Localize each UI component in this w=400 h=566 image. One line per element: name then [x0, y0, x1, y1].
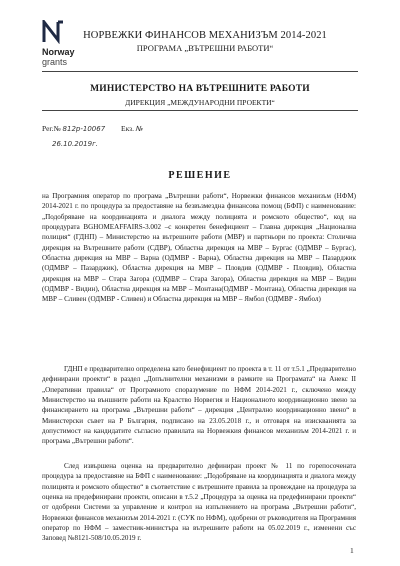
- header-directorate: ДИРЕКЦИЯ „МЕЖДУНАРОДНИ ПРОЕКТИ“: [125, 98, 275, 107]
- paragraph-beneficiary: ГДНП е предварително определена като бенефициент по проекта в т. 11 от т.5.1 „Предварително дефинирани проекти“ в раздел „Допълнителни механизми в рамките на Програмата“ на Анекс II „Оперативни правила“ от Програмното споразумение по НФМ 2014-2021 г., сключено между Министерство на външните работи на Кралство Норвегия и Националното координационно звено за финансирането на програма „Вътрешни работи“ – дирекция „Централно координационно звено“ в Министерски съвет на Р България, подписано на 23.05.2018 г., и отговаря на изискванията за допустимост на кандидатите съгласно правилата на Норвежкия финансов механизъм 2014-2021 г. и програма „Вътрешни работи“.: [42, 365, 356, 446]
- registration-line: [42, 124, 143, 133]
- registration-date: 26.10.2019г.: [52, 140, 98, 148]
- header-program: ПРОГРАМА „ВЪТРЕШНИ РАБОТИ“: [136, 43, 274, 53]
- header-mechanism: НОРВЕЖКИ ФИНАНСОВ МЕХАНИЗЪМ 2014-2021: [83, 30, 327, 41]
- copies-value: №: [135, 125, 144, 133]
- paragraph-evaluation: След извършена оценка на предварително дефиниран проект № 11 по горепосочената процедура за предоставяне на БФП с наименование: „Подобряване на координацията и диалога между полицията и ромското общество“ в съответствие с вътрешните правила за провеждане на процедура за оценка на предефинирани проекти, описани в т.5.2 „Процедура за оценка на предефинирани проекти“ от одобрени Системи за управление и контрол на изпълнението на програма „Вътрешни работи“, Норвежки финансов механизъм 2014-2021 г. (СУК по НФМ), одобрени от ръководителя на Програмния оператор по НФМ – заместник-министъра на вътрешните работи на 05.02.2019 г., изменени със Заповед №8121-508/10.05.2019 г.: [42, 462, 356, 543]
- logo-text-grants: grants: [42, 57, 68, 67]
- header-ministry: МИНИСТЕРСТВО НА ВЪТРЕШНИТЕ РАБОТИ: [90, 84, 310, 94]
- registration-label: Рег.№: [42, 124, 61, 133]
- paragraph-intro: на Програмния оператор по програма „Вътрешни работи“, Норвежки финансов механизъм (НФМ) 2014-2021 г. по процедура за предоставяне на безвъзмездна финансова помощ (БФП) с наименование: „Подобряване на координацията и диалога между полицията и ромското общество“, код на процедурата BGHOMEAFFAIRS-3.002 –с конкретен бенефициент – Главна дирекция „Национална полиция“ (ГДНП) – Министерство на вътрешните работи (МВР) и партньори по проекта: Столична дирекция на Вътрешните работи (СДВР), Областна дирекция на МВР – Бургас (ОДМВР – Бургас), Областна дирекция на МВР – Варна (ОДМВР - Варна), Областна дирекция на МВР – Пазарджик (ОДМВР – Пазарджик), Областна дирекция на МВР – Пловдив (ОДМВР - Пловдив), Областна дирекция на МВР – Стара Загора (ОДМВР – Стара Загора), Областна дирекция на МВР – Видин (ОДМВР - Видин), Областна дирекция на МВР – Монтана(ОДМВР - Монтана), Областна дирекция на МВР – Сливен (ОДМВР - Сливен) и Областна дирекция на МВР – Ямбол (ОДМВР - Ямбол): [42, 192, 356, 304]
- header-divider: [42, 71, 358, 72]
- copies-label: Екз.: [121, 124, 134, 133]
- page-number: 1: [350, 546, 354, 555]
- document-title: РЕШЕНИЕ: [168, 170, 232, 181]
- registration-number: 812р-10067: [62, 125, 106, 133]
- logo-text-norway: Norway: [42, 47, 75, 57]
- ministry-divider: [42, 110, 358, 111]
